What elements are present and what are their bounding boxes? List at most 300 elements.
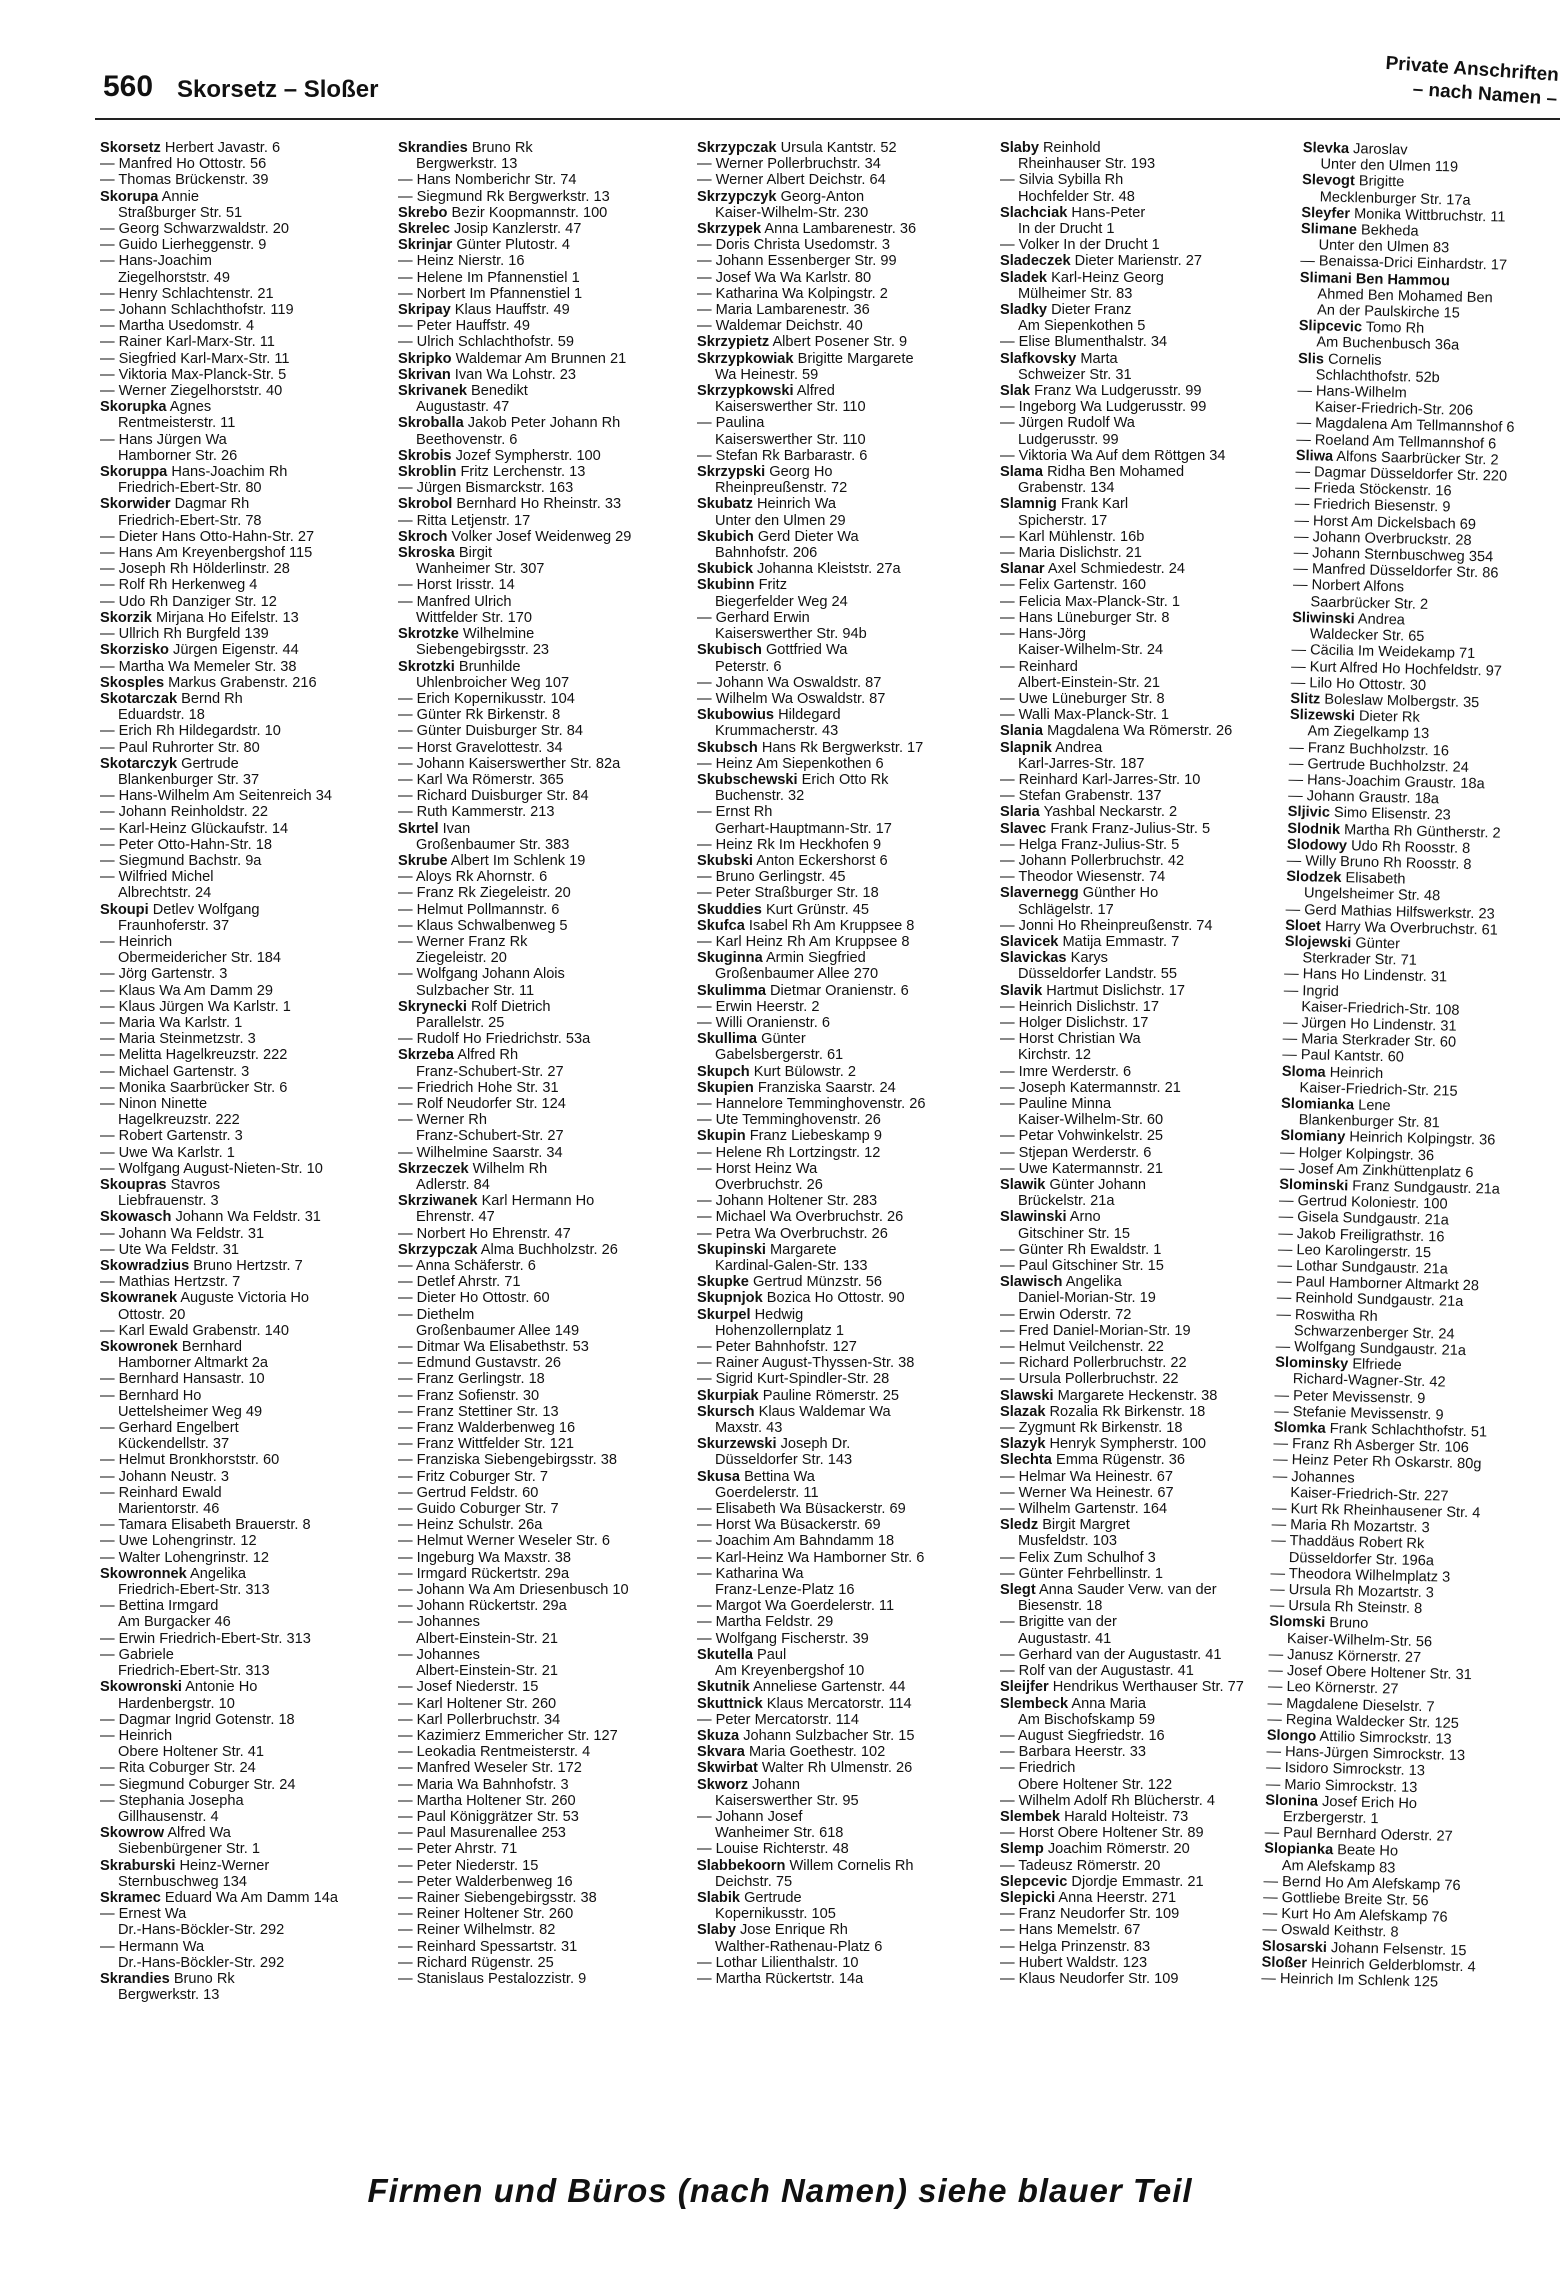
directory-entry	[100, 1533, 385, 1549]
entry-surname: Slegt	[1000, 1582, 1036, 1599]
directory-entry	[398, 1582, 683, 1598]
entry-details: — Peter Niederstr. 15	[398, 1857, 539, 1874]
directory-entry	[398, 237, 683, 253]
entry-details: — Helga Prinzenstr. 83	[1000, 1938, 1151, 1955]
directory-entry	[1000, 1922, 1285, 1938]
directory-entry	[1000, 788, 1285, 804]
entry-surname: Skrzypczak	[697, 140, 777, 156]
directory-entry	[398, 253, 683, 269]
directory-entry	[100, 1744, 385, 1760]
entry-details: Harald Holteistr. 73	[1064, 1808, 1189, 1825]
directory-entry	[100, 610, 385, 626]
entry-details: Marta	[1080, 350, 1118, 367]
entry-details: Johanna Kleiststr. 27a	[757, 561, 901, 578]
entry-surname: Skubisch	[697, 642, 762, 659]
entry-details: Sulzbacher Str. 11	[416, 982, 535, 999]
entry-details: — Siegmund Bachstr. 9a	[100, 852, 262, 869]
entry-details: — Maria Steinmetzstr. 3	[100, 1031, 256, 1048]
directory-entry	[398, 1388, 683, 1404]
directory-entry	[100, 1290, 385, 1306]
entry-details: — Franziska Siebengebirgsstr. 38	[398, 1452, 618, 1469]
entry-details: — Rolf van der Augustastr. 41	[1000, 1663, 1194, 1680]
entry-surname: Skorsetz	[100, 140, 161, 156]
entry-details: — Erich Rh Hildegardstr. 10	[100, 723, 281, 740]
entry-details: Pauline Römerstr. 25	[762, 1387, 899, 1404]
directory-entry	[1000, 1906, 1285, 1922]
directory-entry	[1000, 934, 1285, 950]
directory-entry	[697, 448, 982, 464]
entry-surname: Skramec	[100, 1889, 161, 1906]
entry-surname: Sledz	[1000, 1517, 1039, 1534]
entry-surname: Skupke	[697, 1274, 749, 1291]
entry-surname: Slazyk	[1000, 1436, 1046, 1453]
entry-surname: Slipcevic	[1298, 318, 1363, 336]
entry-details: Anna Lambarenestr. 36	[764, 221, 917, 238]
entry-details: — Bruno Gerlingstr. 45	[697, 869, 846, 886]
entry-details: Walter Rh Ulmenstr. 26	[761, 1760, 913, 1777]
entry-details: Friedrich-Ebert-Str. 313	[118, 1663, 270, 1680]
entry-details: Bekheda	[1360, 222, 1419, 240]
directory-entry	[1000, 821, 1285, 837]
entry-surname: Slevka	[1302, 140, 1350, 158]
entry-details: — Elise Blumenthalstr. 34	[1000, 334, 1168, 351]
entry-details: — Maria Wa Karlstr. 1	[100, 1014, 243, 1031]
directory-entry	[100, 561, 385, 577]
directory-entry	[100, 707, 385, 723]
directory-entry	[100, 1080, 385, 1096]
directory-entry	[100, 1420, 385, 1436]
entry-details: Waldemar Am Brunnen 21	[455, 350, 627, 367]
directory-entry	[398, 1323, 683, 1339]
directory-entry	[1000, 1258, 1285, 1274]
entry-details: — Helene Im Pfannenstiel 1	[398, 269, 580, 286]
entry-surname: Skrzypczyk	[697, 188, 777, 205]
entry-details: — Paul Hamborner Altmarkt 28	[1276, 1273, 1480, 1295]
entry-details: Düsseldorfer Str. 196a	[1288, 1549, 1435, 1570]
entry-surname: Skorwider	[100, 496, 171, 513]
directory-entry	[398, 853, 683, 869]
entry-details: Schlachthofstr. 52b	[1315, 367, 1440, 387]
entry-details: Kaiserswerther Str. 110	[715, 431, 866, 448]
entry-details: — Reinhard Karl-Jarres-Str. 10	[1000, 771, 1201, 788]
directory-entry	[100, 1841, 385, 1857]
directory-entry	[1000, 1145, 1285, 1161]
directory-entry	[398, 1420, 683, 1436]
entry-surname: Sladky	[1000, 302, 1048, 319]
entry-surname: Skotarczak	[100, 690, 178, 707]
entry-details: — Horst Christian Wa	[1000, 1031, 1141, 1048]
directory-entry	[100, 172, 385, 188]
entry-details: — Hans Memelstr. 67	[1000, 1922, 1141, 1939]
directory-entry	[1000, 1631, 1285, 1647]
entry-details: — Norbert Alfons	[1292, 577, 1405, 596]
entry-surname: Slaria	[1000, 804, 1040, 821]
directory-entry	[398, 885, 683, 901]
entry-details: — Rudolf Ho Friedrichstr. 53a	[398, 1031, 591, 1048]
entry-details: Jürgen Eigenstr. 44	[173, 642, 299, 659]
entry-details: — Rainer Siebengebirgsstr. 38	[398, 1889, 597, 1906]
entry-surname: Skowrow	[100, 1825, 165, 1842]
directory-entry	[697, 1728, 982, 1744]
directory-entry	[697, 1128, 982, 1144]
entry-details: — Helmut Werner Weseler Str. 6	[398, 1533, 610, 1550]
directory-entry	[1000, 318, 1285, 334]
entry-details: Johann	[752, 1776, 801, 1793]
entry-details: Gertrud Münzstr. 56	[752, 1274, 882, 1291]
directory-entry	[398, 513, 683, 529]
entry-surname: Slodnik	[1287, 820, 1341, 838]
directory-entry	[1000, 853, 1285, 869]
entry-details: Martha Rh Güntherstr. 2	[1343, 821, 1501, 842]
entry-surname: Slania	[1000, 723, 1043, 740]
entry-details: — Guido Coburger Str. 7	[398, 1501, 559, 1518]
directory-entry	[1000, 966, 1285, 982]
entry-details: Klaus Mercatorstr. 114	[766, 1695, 912, 1712]
entry-details: Franz Wa Ludgerusstr. 99	[1034, 383, 1202, 400]
entry-details: Udo Rh Roosstr. 8	[1350, 838, 1471, 857]
directory-entry	[398, 1712, 683, 1728]
entry-details: — Peter Otto-Hahn-Str. 18	[100, 836, 272, 853]
entry-details: Bergwerkstr. 13	[416, 156, 518, 173]
directory-entry	[100, 496, 385, 512]
entry-details: Augustastr. 41	[1018, 1630, 1112, 1647]
directory-entry	[1000, 1015, 1285, 1031]
entry-surname: Slama	[1000, 464, 1043, 481]
directory-entry	[398, 837, 683, 853]
directory-entry	[697, 1436, 982, 1452]
entry-details: — Johann Essenberger Str. 99	[697, 253, 897, 270]
directory-entry	[100, 788, 385, 804]
entry-surname: Skurzewski	[697, 1436, 777, 1453]
directory-entry	[697, 853, 982, 869]
directory-entry	[1000, 1307, 1285, 1323]
entry-surname: Skupien	[697, 1079, 754, 1096]
entry-surname: Slavernegg	[1000, 885, 1079, 902]
entry-details: — Ullrich Rh Burgfeld 139	[100, 626, 269, 643]
entry-details: Volker Josef Weidenweg 29	[451, 528, 632, 545]
entry-details: Bahnhofstr. 206	[715, 545, 818, 562]
directory-entry	[398, 1209, 683, 1225]
directory-entry	[100, 1161, 385, 1177]
directory-entry	[100, 1452, 385, 1468]
entry-details: — Franz Sofienstr. 30	[398, 1387, 540, 1404]
entry-surname: Skrobis	[398, 447, 452, 464]
entry-surname: Sleyfer	[1301, 204, 1351, 222]
entry-details: — Ursula Rh Steinstr. 8	[1269, 1597, 1423, 1618]
page-number: 560	[103, 70, 154, 103]
entry-surname: Skraburski	[100, 1857, 176, 1874]
entry-details: Franz-Schubert-Str. 27	[416, 1128, 564, 1145]
directory-entry	[697, 610, 982, 626]
entry-details: — Ernest Wa	[100, 1906, 187, 1923]
directory-entry	[398, 626, 683, 642]
directory-entry	[398, 1485, 683, 1501]
directory-entry	[1000, 642, 1285, 658]
directory-entry	[100, 383, 385, 399]
directory-entry	[100, 804, 385, 820]
directory-entry	[398, 918, 683, 934]
directory-entry	[697, 1485, 982, 1501]
directory-entry	[398, 1679, 683, 1695]
entry-details: Harry Wa Overbruchstr. 61	[1324, 918, 1499, 939]
entry-surname: Skupinski	[697, 1241, 766, 1258]
directory-entry	[1000, 1420, 1285, 1436]
entry-details: Henryk Sympherstr. 100	[1049, 1436, 1207, 1453]
entry-details: — Petar Vohwinkelstr. 25	[1000, 1128, 1164, 1145]
entry-details: Ludgerusstr. 99	[1018, 431, 1119, 448]
directory-entry	[1000, 432, 1285, 448]
entry-surname: Slevogt	[1301, 172, 1355, 190]
entry-details: — Stefan Grabenstr. 137	[1000, 788, 1162, 805]
entry-details: Großenbaumer Allee 149	[416, 1322, 580, 1339]
directory-entry	[697, 1339, 982, 1355]
entry-details: Rheinhauser Str. 193	[1018, 156, 1156, 173]
entry-details: — Werner Wa Heinestr. 67	[1000, 1484, 1174, 1501]
section-title	[1384, 52, 1560, 112]
directory-entry	[398, 1647, 683, 1663]
directory-entry	[1000, 1193, 1285, 1209]
directory-entry	[100, 1404, 385, 1420]
directory-entry	[697, 1501, 982, 1517]
entry-details: Mülheimer Str. 83	[1018, 285, 1133, 302]
entry-details: Brunhilde	[458, 658, 521, 675]
entry-details: Mecklenburger Str. 17a	[1319, 189, 1471, 209]
directory-entry	[1000, 740, 1285, 756]
directory-entry	[697, 302, 982, 318]
directory-entry	[398, 1939, 683, 1955]
entry-details: — Helene Rh Lortzingstr. 12	[697, 1144, 881, 1161]
entry-details: — Klaus Schwalbenweg 5	[398, 917, 568, 934]
directory-entry	[697, 869, 982, 885]
entry-details: — Holger Kolpingstr. 36	[1279, 1144, 1435, 1164]
directory-entry	[697, 1080, 982, 1096]
entry-details: — Martha Holtener Str. 260	[398, 1792, 576, 1809]
entry-details: Deichstr. 75	[715, 1873, 793, 1890]
directory-entry	[1000, 1550, 1285, 1566]
directory-entry	[1000, 1064, 1285, 1080]
directory-entry	[697, 1696, 982, 1712]
directory-entry	[398, 1501, 683, 1517]
directory-entry	[398, 1777, 683, 1793]
directory-entry	[1000, 1825, 1285, 1841]
directory-entry	[100, 642, 385, 658]
entry-details: — Manfred Düsseldorfer Str. 86	[1293, 561, 1499, 582]
directory-entry	[1000, 1485, 1285, 1501]
directory-entry	[697, 529, 982, 545]
entry-surname: Slawski	[1000, 1387, 1054, 1404]
entry-surname: Skrotzki	[398, 658, 455, 675]
entry-details: Dr.-Hans-Böckler-Str. 292	[118, 1922, 285, 1939]
entry-surname: Slazak	[1000, 1403, 1046, 1420]
entry-details: Heinrich	[1329, 1064, 1384, 1082]
directory-entry	[100, 205, 385, 221]
entry-surname: Slimani Ben Hammou	[1299, 269, 1451, 289]
directory-entry	[697, 1971, 982, 1987]
directory-entry	[398, 966, 683, 982]
entry-surname: Skvara	[697, 1744, 745, 1761]
directory-entry	[398, 286, 683, 302]
directory-entry	[100, 691, 385, 707]
entry-details: Klaus Hauffstr. 49	[454, 302, 570, 319]
entry-surname: Skrziwanek	[398, 1193, 478, 1210]
directory-entry	[100, 1809, 385, 1825]
entry-details: Bernhard Ho Rheinstr. 33	[456, 496, 622, 513]
directory-entry	[100, 399, 385, 415]
entry-details: Alma Buchholzstr. 26	[480, 1241, 618, 1258]
entry-details: — Peter Bahnhofstr. 127	[697, 1339, 857, 1356]
directory-entry	[398, 156, 683, 172]
directory-entry	[697, 1452, 982, 1468]
entry-details: — Heinrich Dislichstr. 17	[1000, 998, 1159, 1015]
entry-details: — Wilhelmine Saarstr. 34	[398, 1144, 563, 1161]
directory-entry	[1000, 513, 1285, 529]
directory-entry	[398, 869, 683, 885]
entry-details: — Zygmunt Rk Birkenstr. 18	[1000, 1420, 1183, 1437]
directory-entry	[1000, 1728, 1285, 1744]
directory-entry	[1000, 496, 1285, 512]
entry-surname: Skubinn	[697, 577, 755, 594]
entry-details: — Uwe Lohengrinstr. 12	[100, 1533, 257, 1550]
directory-entry	[100, 480, 385, 496]
directory-entry	[697, 1550, 982, 1566]
directory-entry	[697, 1566, 982, 1582]
entry-details: — Gertrud Feldstr. 60	[398, 1484, 539, 1501]
directory-entry	[697, 1404, 982, 1420]
entry-surname: Slojewski	[1284, 933, 1352, 952]
directory-entry	[398, 334, 683, 350]
directory-entry	[100, 869, 385, 885]
entry-details: Heinz-Werner	[179, 1857, 270, 1874]
entry-details: Obere Holtener Str. 41	[118, 1744, 265, 1761]
entry-details: — Lilo Ho Ottostr. 30	[1290, 674, 1427, 694]
entry-details: Brückelstr. 21a	[1018, 1193, 1115, 1210]
directory-entry	[697, 561, 982, 577]
entry-details: — Werner Pollerbruchstr. 34	[697, 156, 881, 173]
entry-details: Bruno Hertzstr. 7	[193, 1258, 303, 1275]
entry-details: — Dagmar Düsseldorfer Str. 220	[1295, 463, 1508, 485]
directory-entry	[398, 1533, 683, 1549]
directory-entry	[1000, 415, 1285, 431]
entry-details: — Friedrich	[1000, 1760, 1076, 1777]
directory-entry	[1000, 561, 1285, 577]
entry-details: — Viktoria Max-Planck-Str. 5	[100, 366, 287, 383]
entry-details: — Ernst Rh	[697, 804, 773, 821]
directory-entry	[697, 837, 982, 853]
directory-entry	[398, 383, 683, 399]
directory-entry	[398, 189, 683, 205]
entry-details: — Horst Wa Büsackerstr. 69	[697, 1517, 881, 1534]
directory-entry	[100, 756, 385, 772]
entry-details: — Magdalena Am Tellmannshof 6	[1296, 415, 1515, 437]
directory-entry	[1000, 1274, 1285, 1290]
directory-entry	[697, 351, 982, 367]
entry-details: Isabel Rh Am Kruppsee 8	[748, 917, 915, 934]
directory-entry	[398, 1242, 683, 1258]
entry-details: — Klaus Neudorfer Str. 109	[1000, 1970, 1179, 1987]
directory-entry	[1000, 270, 1285, 286]
directory-entry	[697, 1517, 982, 1533]
directory-entry	[1000, 529, 1285, 545]
directory-entry	[1000, 253, 1285, 269]
entry-details: — Wilfried Michel	[100, 869, 214, 886]
entry-details: Großenbaumer Str. 383	[416, 836, 570, 853]
entry-details: Kaiser-Friedrich-Str. 215	[1299, 1079, 1458, 1100]
entry-details: Bozica Ho Ottostr. 90	[766, 1290, 905, 1307]
directory-entry	[100, 1793, 385, 1809]
entry-details: Alfons Saarbrücker Str. 2	[1336, 448, 1499, 469]
entry-details: Uhlenbroicher Weg 107	[416, 674, 570, 691]
entry-details: — Paul Gitschiner Str. 15	[1000, 1258, 1164, 1275]
entry-details: Hans-Joachim Rh	[171, 464, 288, 481]
entry-details: — Sigrid Kurt-Spindler-Str. 28	[697, 1371, 890, 1388]
directory-entry	[100, 1047, 385, 1063]
entry-details: — Hans Ho Lindenstr. 31	[1283, 966, 1448, 986]
directory-entry	[100, 1242, 385, 1258]
directory-entry	[398, 1145, 683, 1161]
entry-details: Hans Rk Bergwerkstr. 17	[761, 739, 924, 756]
entry-details: — Roswitha Rh	[1276, 1306, 1378, 1325]
entry-details: Armin Siegfried	[765, 950, 866, 967]
directory-entry	[1000, 577, 1285, 593]
entry-details: Elisabeth	[1345, 870, 1406, 888]
entry-details: — Hans-Joachim Graustr. 18a	[1288, 771, 1485, 793]
entry-details: — Peter Hauffstr. 49	[398, 318, 530, 335]
directory-entry	[398, 1971, 683, 1987]
directory-entry	[697, 902, 982, 918]
entry-details: — Martha Wa Memeler Str. 38	[100, 658, 297, 675]
entry-details: — Gisela Sundgaustr. 21a	[1278, 1209, 1450, 1229]
directory-entry	[398, 1161, 683, 1177]
directory-entry	[697, 1323, 982, 1339]
entry-details: — Siegmund Rk Bergwerkstr. 13	[398, 188, 610, 205]
entry-details: Reinhold	[1043, 140, 1101, 156]
entry-details: — Willy Bruno Rh Roosstr. 8	[1286, 852, 1472, 873]
entry-details: — Elisabeth Wa Büsackerstr. 69	[697, 1501, 906, 1518]
directory-entry	[100, 1436, 385, 1452]
entry-details: — Stanislaus Pestalozzistr. 9	[398, 1970, 587, 1987]
entry-details: Hans-Peter	[1071, 204, 1146, 221]
entry-details: — Günter Rh Ewaldstr. 1	[1000, 1241, 1162, 1258]
directory-entry	[697, 1226, 982, 1242]
column-4	[1000, 140, 1285, 1987]
entry-details: Beethovenstr. 6	[416, 431, 518, 448]
entry-details: Dieter Franz	[1051, 302, 1132, 319]
directory-entry	[1000, 1566, 1285, 1582]
entry-surname: Skwirbat	[697, 1760, 758, 1777]
entry-details: Ridha Ben Mohamed	[1047, 464, 1185, 481]
entry-details: — Wolfgang Johann Alois	[398, 966, 565, 983]
directory-entry	[697, 1922, 982, 1938]
directory-entry	[398, 983, 683, 999]
entry-details: — Katharina Wa	[697, 1565, 804, 1582]
entry-details: Axel Schmiedestr. 24	[1047, 561, 1185, 578]
directory-entry	[1000, 804, 1285, 820]
entry-details: Attilio Simrockstr. 13	[1319, 1728, 1452, 1748]
entry-surname: Skrivanek	[398, 383, 467, 400]
entry-details: — Richard Rügenstr. 25	[398, 1954, 554, 1971]
directory-entry	[100, 837, 385, 853]
entry-details: Heinrich Kolpingstr. 36	[1349, 1129, 1496, 1150]
name-range: Skorsetz – Sloßer	[177, 76, 379, 103]
entry-details: — Ritta Letjenstr. 17	[398, 512, 531, 529]
directory-entry	[697, 1274, 982, 1290]
entry-details: — Mario Simrockstr. 13	[1265, 1776, 1418, 1796]
directory-entry	[398, 1355, 683, 1371]
entry-details: — Jürgen Rudolf Wa	[1000, 415, 1135, 432]
entry-details: Am Ziegelkamp 13	[1307, 723, 1430, 743]
entry-details: Rentmeisterstr. 11	[118, 415, 236, 432]
entry-details: Kaiser-Wilhelm-Str. 56	[1286, 1630, 1433, 1651]
